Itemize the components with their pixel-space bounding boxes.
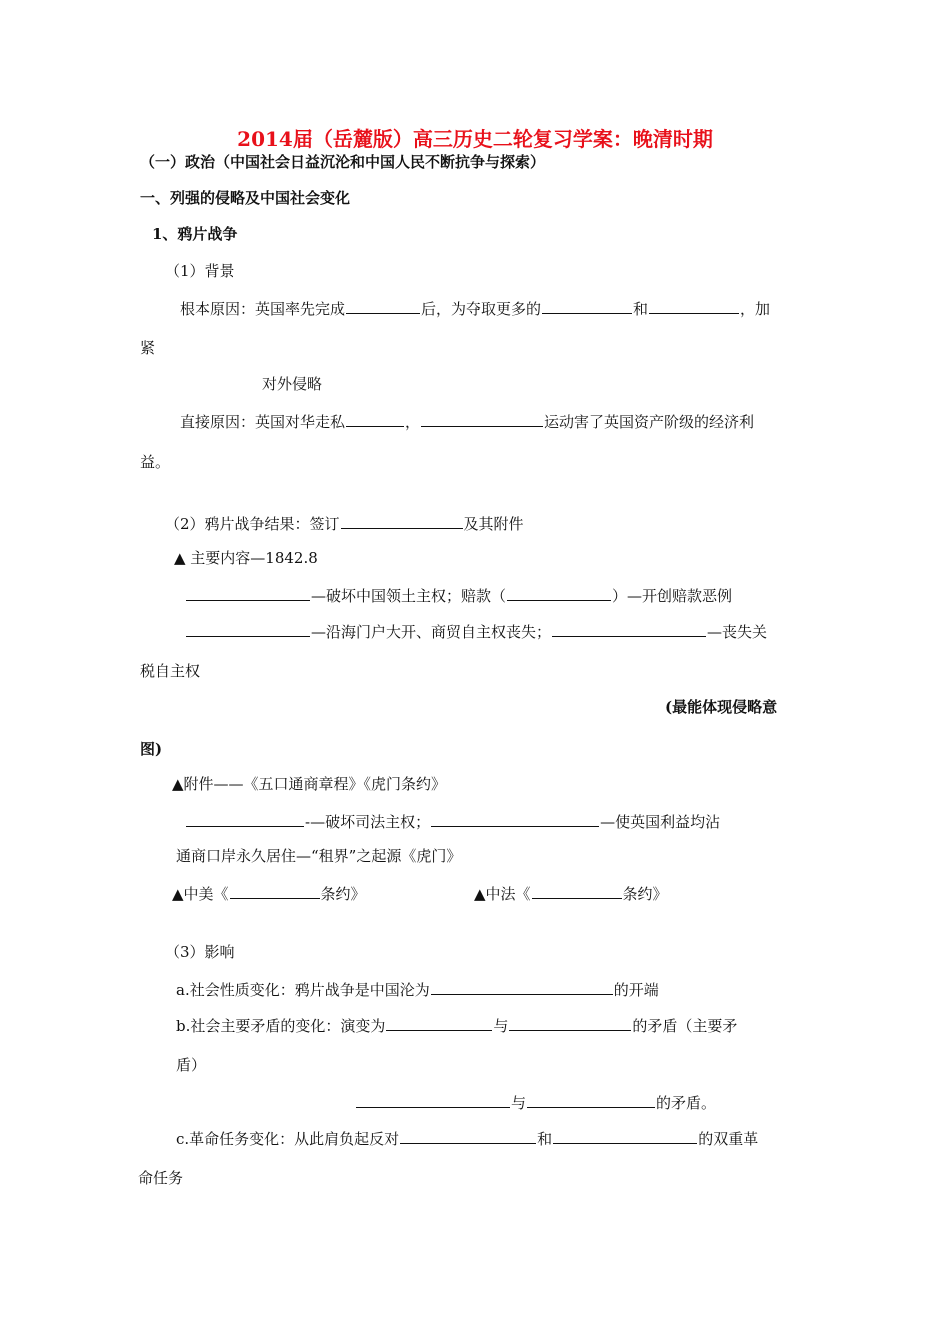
blank-field[interactable] <box>400 1127 536 1144</box>
direct-cause-line <box>180 410 754 432</box>
blank-field[interactable] <box>186 810 304 827</box>
blank-field[interactable] <box>186 620 310 637</box>
blank-field[interactable] <box>527 1091 655 1108</box>
blank-field[interactable] <box>230 882 320 899</box>
direct-cause-text-c: 运动害了英国资产阶级的经济利 <box>544 413 755 431</box>
blank-field[interactable] <box>346 297 420 314</box>
blank-field[interactable] <box>386 1014 492 1031</box>
result-line <box>165 512 524 534</box>
blank-field[interactable] <box>356 1091 510 1108</box>
direct-cause-text-b: ， <box>405 413 421 431</box>
blank-field[interactable] <box>431 978 613 995</box>
impact-b-text-b: 与 <box>493 1017 509 1035</box>
background-label: （1）背景 <box>165 262 235 280</box>
blank-field[interactable] <box>542 297 632 314</box>
impact-b-line <box>176 1014 737 1036</box>
blank-field[interactable] <box>532 882 622 899</box>
subsection-heading: 1、鸦片战争 <box>152 225 238 243</box>
attachment-line-1 <box>185 810 720 832</box>
usa-treaty-text-a: ▲中美《 <box>172 885 229 903</box>
blank-field[interactable] <box>431 810 599 827</box>
france-treaty-text-b: 条约》 <box>622 885 668 903</box>
content-line-1 <box>185 584 732 606</box>
attachment-line-1-text-b: —使英国利益均沾 <box>600 813 721 831</box>
document-title: 2014届（岳麓版）高三历史二轮复习学案：晚清时期 <box>237 127 713 151</box>
impact-b2-text-a: 与 <box>511 1094 527 1112</box>
france-treaty-line <box>474 882 668 904</box>
blank-field[interactable] <box>552 620 706 637</box>
usa-treaty-line <box>172 882 366 904</box>
blank-field[interactable] <box>507 584 611 601</box>
section-heading: 一、列强的侵略及中国社会变化 <box>140 189 351 207</box>
content-line-2 <box>185 620 767 642</box>
annotation-note: (最能体现侵略意 <box>665 698 778 716</box>
root-cause-text-c: 和 <box>633 300 649 318</box>
attachment-line: ▲附件——《五口通商章程》《虎门条约》 <box>172 775 447 793</box>
blank-field[interactable] <box>553 1127 697 1144</box>
impact-b-text-c: 的矛盾（主要矛 <box>632 1017 738 1035</box>
root-cause-wrap: 紧 <box>140 339 156 357</box>
politics-heading: （一）政治（中国社会日益沉沦和中国人民不断抗争与探索） <box>140 153 546 171</box>
impact-c-text-c: 的双重革 <box>698 1130 759 1148</box>
impact-b-wrap: 盾） <box>176 1056 207 1074</box>
root-cause-continuation: 对外侵略 <box>262 375 323 393</box>
attachment-line-1-text-a: -—破坏司法主权； <box>305 813 431 831</box>
blank-field[interactable] <box>186 584 310 601</box>
result-text-a: （2）鸦片战争结果：签订 <box>165 515 340 533</box>
impact-c-text-a: c.革命任务变化：从此肩负起反对 <box>176 1130 400 1148</box>
blank-field[interactable] <box>421 410 543 427</box>
annotation-note-wrap: 图) <box>140 740 163 758</box>
blank-field[interactable] <box>346 410 404 427</box>
content-line-1-text-a: —破坏中国领土主权；赔款（ <box>311 587 507 605</box>
content-line-2-text-a: —沿海门户大开、商贸自主权丧失； <box>311 623 552 641</box>
impact-b2-text-b: 的矛盾。 <box>656 1094 717 1112</box>
impact-label: （3）影响 <box>165 943 235 961</box>
france-treaty-text-a: ▲中法《 <box>474 885 531 903</box>
root-cause-text-b: 后，为夺取更多的 <box>421 300 542 318</box>
direct-cause-wrap: 益。 <box>140 453 171 471</box>
content-line-1-text-b: ）—开创赔款恶例 <box>612 587 733 605</box>
impact-b2-line <box>355 1091 716 1113</box>
root-cause-text-a: 根本原因：英国率先完成 <box>180 300 346 318</box>
impact-a-text-b: 的开端 <box>613 981 659 999</box>
direct-cause-text-a: 直接原因：英国对华走私 <box>180 413 346 431</box>
result-text-b: 及其附件 <box>463 515 524 533</box>
impact-a-text-a: a.社会性质变化：鸦片战争是中国沦为 <box>176 981 430 999</box>
usa-treaty-text-b: 条约》 <box>320 885 366 903</box>
impact-c-text-b: 和 <box>537 1130 553 1148</box>
attachment-line-2: 通商口岸永久居住—“租界”之起源《虎门》 <box>176 847 462 865</box>
main-content-line: ▲ 主要内容—1842.8 <box>174 549 318 567</box>
blank-field[interactable] <box>341 512 463 529</box>
content-line-2-text-b: —丧失关 <box>707 623 768 641</box>
blank-field[interactable] <box>649 297 739 314</box>
root-cause-line <box>180 297 770 319</box>
impact-a-line <box>176 978 659 1000</box>
blank-field[interactable] <box>509 1014 631 1031</box>
content-line-2-wrap: 税自主权 <box>140 662 201 680</box>
impact-b-text-a: b.社会主要矛盾的变化：演变为 <box>176 1017 386 1035</box>
impact-c-wrap: 命任务 <box>138 1169 184 1187</box>
impact-c-line <box>176 1127 758 1149</box>
root-cause-text-d: ，加 <box>740 300 771 318</box>
